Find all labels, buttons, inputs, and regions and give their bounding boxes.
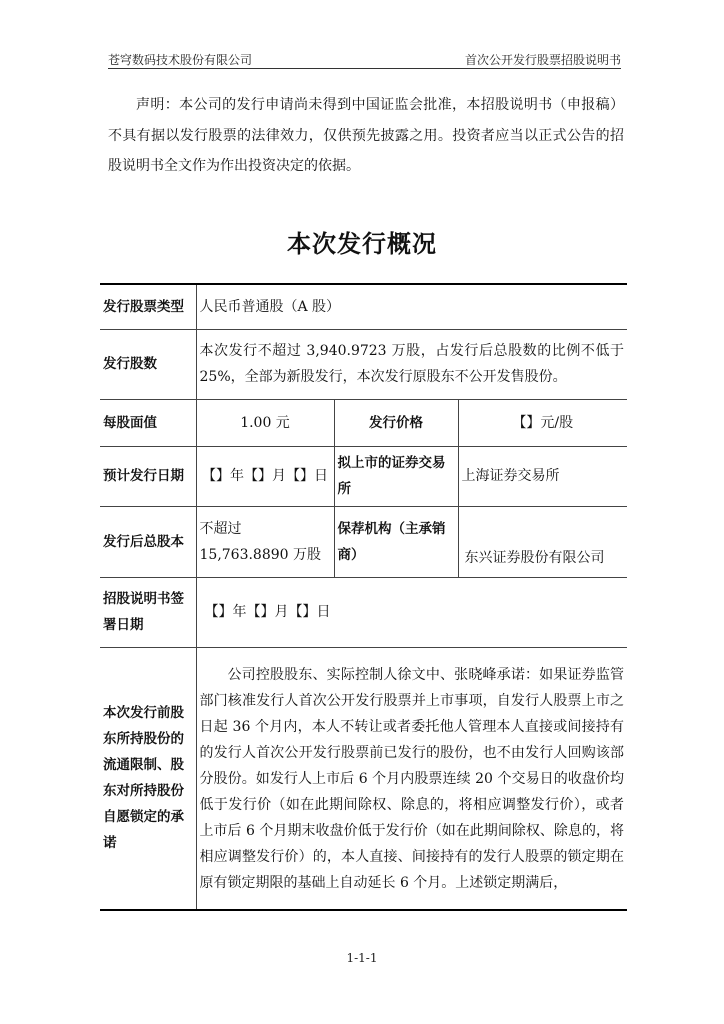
table-row-date-exchange <box>100 446 627 506</box>
table-row-total-sponsor <box>100 506 627 577</box>
par-value-label: 每股面值 <box>100 399 196 446</box>
sponsor-label: 保荐机构（主承销商） <box>334 506 458 577</box>
shares-value: 本次发行不超过 3,940.9723 万股，占发行后总股数的比例不低于25%，全部为新股发行，本次发行原股东不公开发售股份。 <box>196 329 627 399</box>
table-row-stock-type <box>100 284 627 329</box>
table-row-par-price <box>100 399 627 446</box>
lockup-value: 公司控股股东、实际控制人徐文中、张晓峰承诺：如果证券监管部门核准发行人首次公开发行股票并上市事项，自发行人股票上市之日起 36 个月内，本人不转让或者委托他人管理本人直接或间接持有的发行人首次公开发行股票前已发行的股份，也不由发行人回购该部分股份。如发行人上市后 6 个月内股票连续 20 个交易日的收盘价均低于发行价（如在此期间除权、除息的，将相应调整发行价），或者上市后 6 个月期末收盘价低于发行价（如在此期间除权、除息的，将相应调整发行价）的，本人直接、间接持有的发行人股票的锁定期在原有锁定期限的基础上自动延长 6 个月。上述锁定期满后， <box>196 647 627 910</box>
header-document-type: 首次公开发行股票招股说明书 <box>464 53 621 67</box>
lockup-label: 本次发行前股东所持股份的流通限制、股东对所持股份自愿锁定的承诺 <box>100 647 196 910</box>
par-value: 1.00 元 <box>196 399 334 446</box>
stock-type-value: 人民币普通股（A 股） <box>196 284 627 329</box>
issue-date-label: 预计发行日期 <box>100 446 196 506</box>
sign-date-label: 招股说明书签署日期 <box>100 577 196 647</box>
sponsor-value: 东兴证券股份有限公司 <box>458 506 627 577</box>
offering-overview-table <box>100 283 627 911</box>
total-shares-label: 发行后总股本 <box>100 506 196 577</box>
page-title: 本次发行概况 <box>287 230 437 258</box>
table-row-shares <box>100 329 627 399</box>
page-number: 1-1-1 <box>346 951 378 965</box>
issue-date-value: 【】年【】月【】日 <box>196 446 334 506</box>
exchange-value: 上海证券交易所 <box>458 446 627 506</box>
header-company-name: 苍穹数码技术股份有限公司 <box>108 53 253 67</box>
total-shares-value: 不超过 15,763.8890 万股 <box>196 506 334 577</box>
table-row-lockup <box>100 647 627 910</box>
exchange-label: 拟上市的证券交易所 <box>334 446 458 506</box>
page-header <box>108 50 621 70</box>
table-row-sign-date <box>100 577 627 647</box>
disclaimer-statement: 声明：本公司的发行申请尚未得到中国证监会批准，本招股说明书（申报稿）不具有据以发行股票的法律效力，仅供预先披露之用。投资者应当以正式公告的招股说明书全文作为作出投资决定的依据。 <box>108 97 624 174</box>
header-rule <box>108 68 621 69</box>
stock-type-label: 发行股票类型 <box>100 284 196 329</box>
price-value: 【】元/股 <box>458 399 627 446</box>
shares-label: 发行股数 <box>100 329 196 399</box>
sign-date-value: 【】年【】月【】日 <box>196 577 627 647</box>
price-label: 发行价格 <box>334 399 458 446</box>
